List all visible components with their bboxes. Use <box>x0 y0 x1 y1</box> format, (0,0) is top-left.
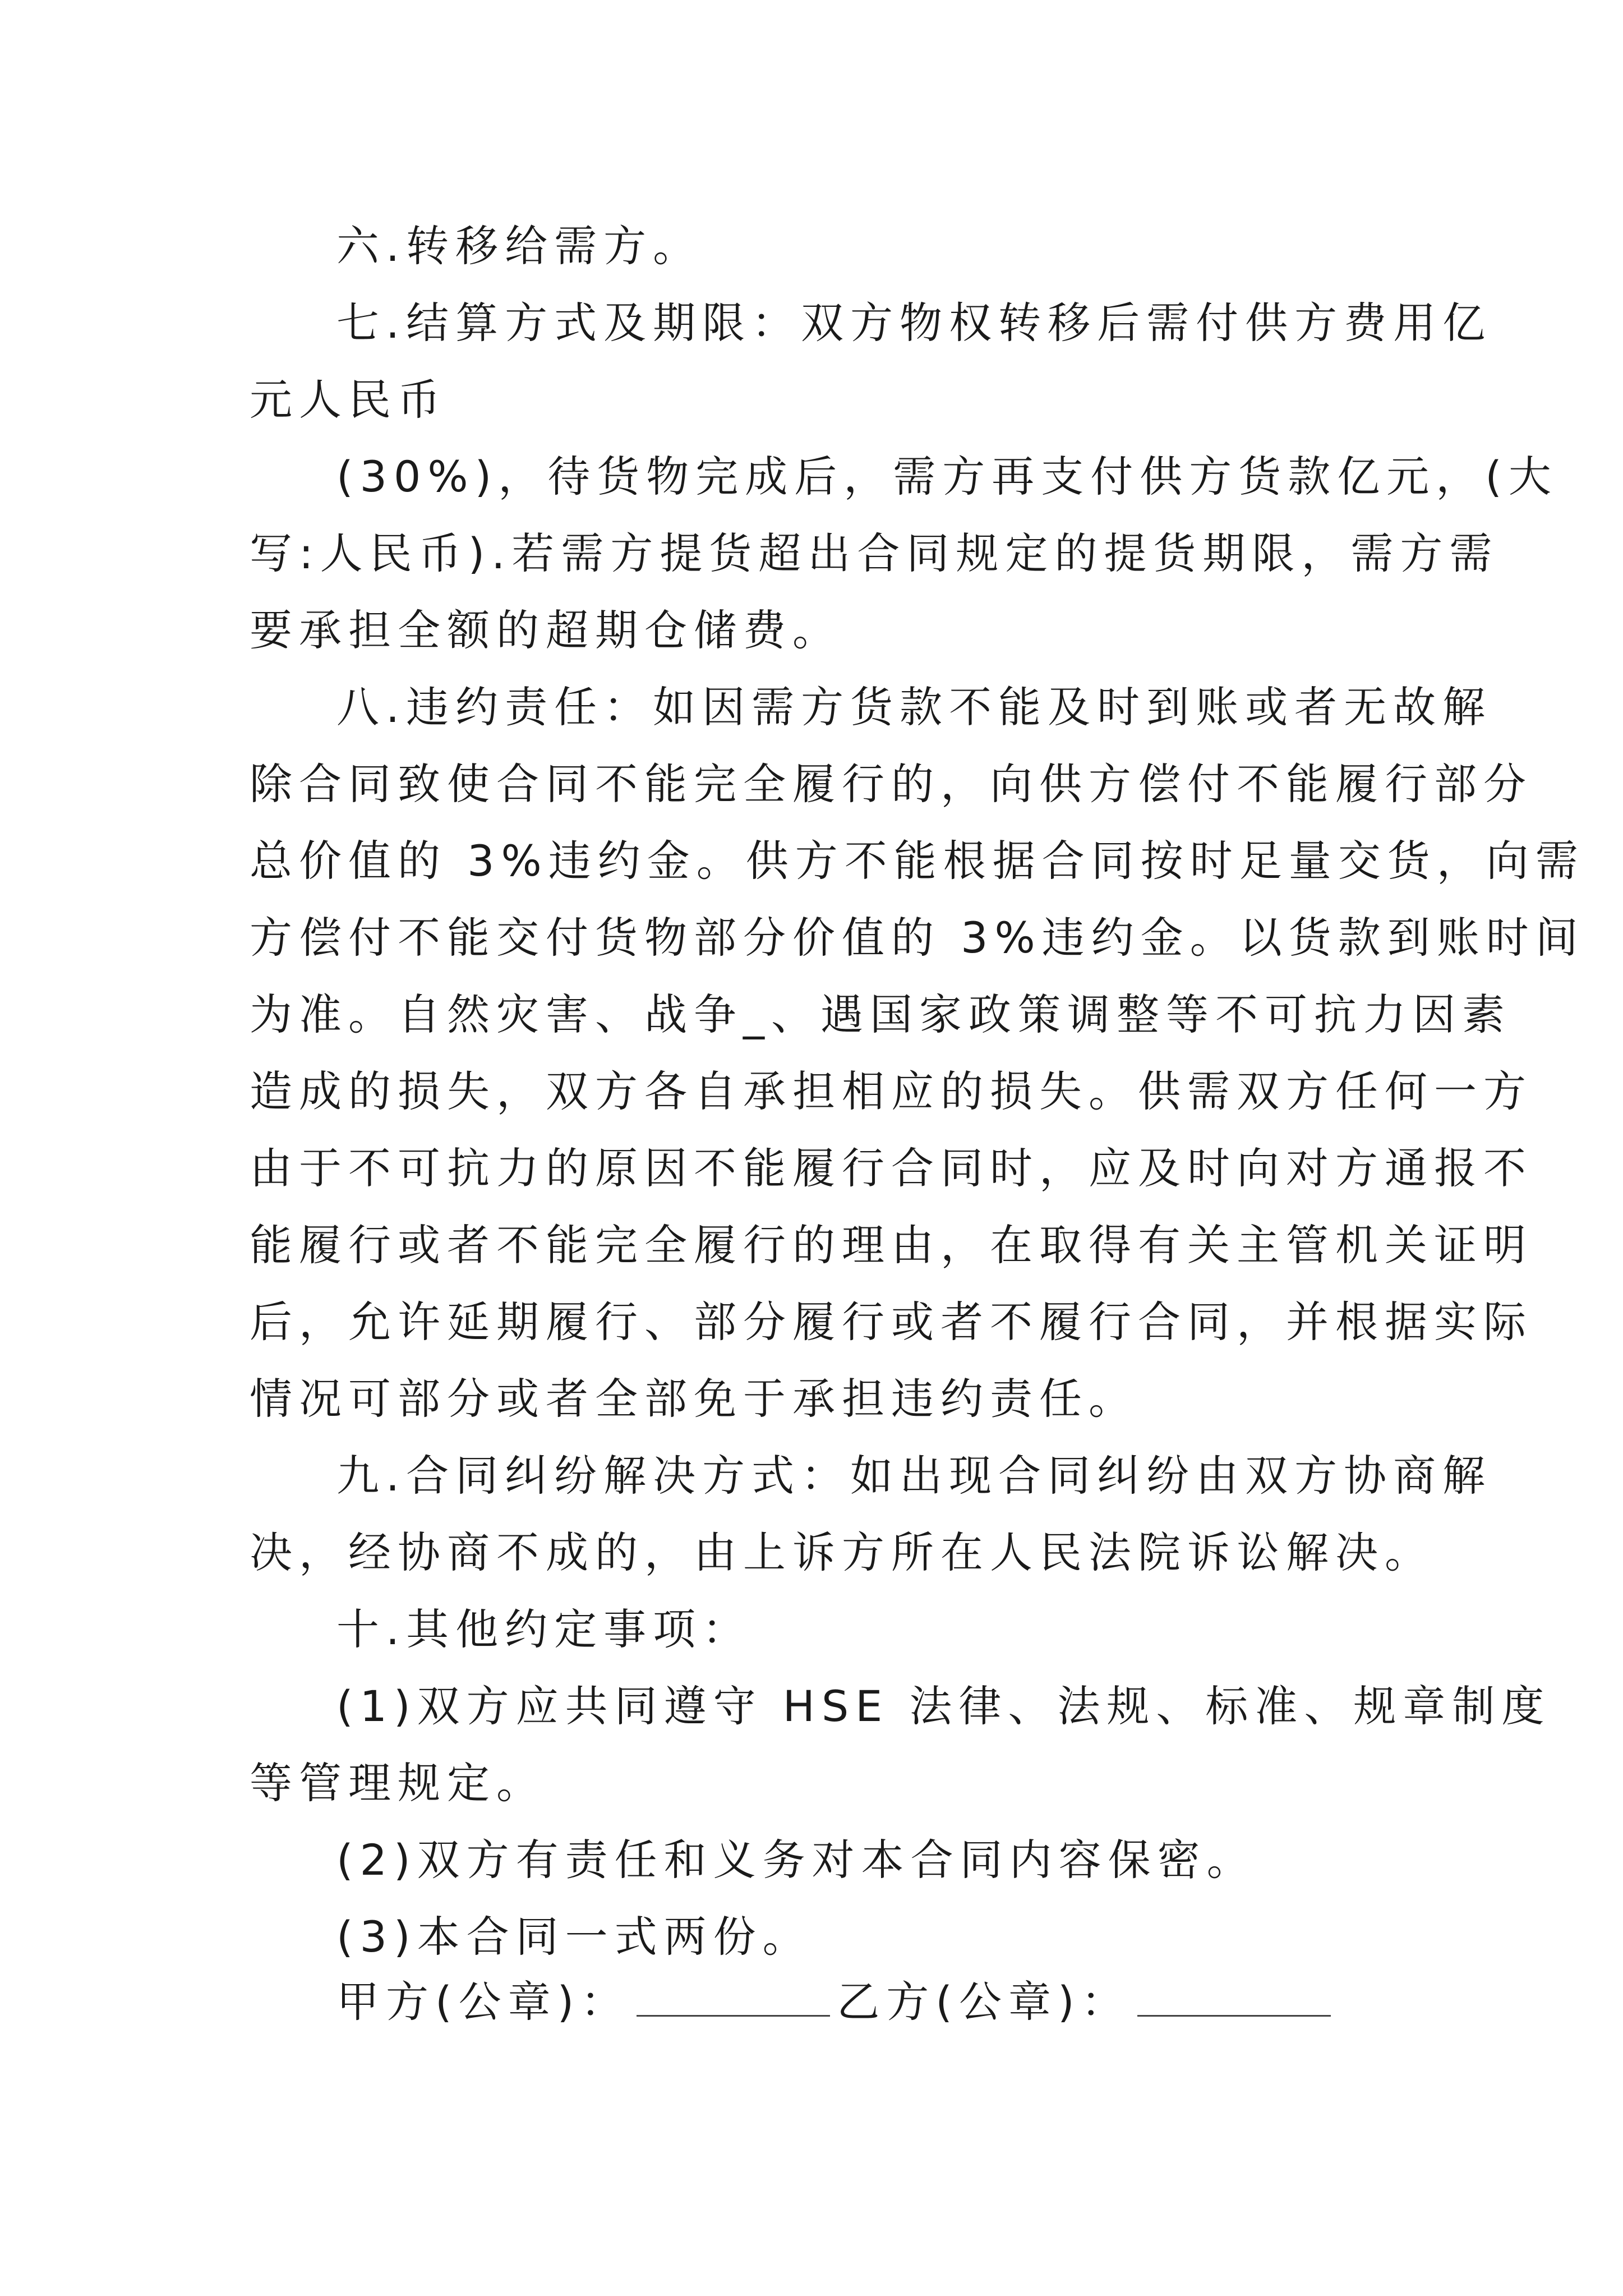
text-line: 除合同致使合同不能完全履行的，向供方偿付不能履行部分 <box>250 759 1533 809</box>
text-line: 为准。自然灾害、战争_、遇国家政策调整等不可抗力因素 <box>250 990 1511 1039</box>
text-line: 元人民币 <box>250 375 447 425</box>
text-line: 八.违约责任：如因需方货款不能及时到账或者无故解 <box>336 682 1492 732</box>
party-b-label: 乙方(公章)： <box>837 1977 1131 2027</box>
text-line: 能履行或者不能完全履行的理由，在取得有关主管机关证明 <box>250 1220 1533 1270</box>
text-line: 由于不可抗力的原因不能履行合同时，应及时向对方通报不 <box>250 1143 1533 1193</box>
signature-row <box>336 1963 1338 2040</box>
text-line: 后，允许延期履行、部分履行或者不履行合同，并根据实际 <box>250 1297 1533 1347</box>
text-line: 要承担全额的超期仓储费。 <box>250 605 842 655</box>
contract-body <box>250 208 1585 1975</box>
text-line: 七.结算方式及期限：双方物权转移后需付供方费用亿 <box>336 298 1492 348</box>
text-line: 十.其他约定事项： <box>336 1604 752 1654</box>
text-line: (2)双方有责任和义务对本合同内容保密。 <box>336 1835 1256 1885</box>
text-line: 写:人民币).若需方提货超出合同规定的提货期限，需方需 <box>250 528 1499 578</box>
text-line: (1)双方应共同遵守 HSE 法律、法规、标准、规章制度 <box>336 1681 1551 1731</box>
text-line: (30%)，待货物完成后，需方再支付供方货款亿元，(大 <box>336 452 1558 501</box>
text-line: 造成的损失，双方各自承担相应的损失。供需双方任何一方 <box>250 1066 1533 1116</box>
party-a-label: 甲方(公章)： <box>336 1977 630 2027</box>
text-line: (3)本合同一式两份。 <box>336 1912 812 1962</box>
text-line: 等管理规定。 <box>250 1758 546 1808</box>
text-line: 九.合同纠纷解决方式：如出现合同纠纷由双方协商解 <box>336 1451 1492 1501</box>
party-a-signature-blank <box>637 1977 830 2017</box>
text-line: 情况可部分或者全部免于承担违约责任。 <box>250 1374 1138 1424</box>
text-line: 六.转移给需方。 <box>336 221 703 271</box>
text-line: 决，经协商不成的，由上诉方所在人民法院诉讼解决。 <box>250 1527 1434 1577</box>
text-line: 总价值的 3%违约金。供方不能根据合同按时足量交货，向需 <box>250 836 1585 886</box>
text-line: 方偿付不能交付货物部分价值的 3%违约金。以货款到账时间 <box>250 913 1585 963</box>
party-b-signature-blank <box>1137 1977 1331 2017</box>
